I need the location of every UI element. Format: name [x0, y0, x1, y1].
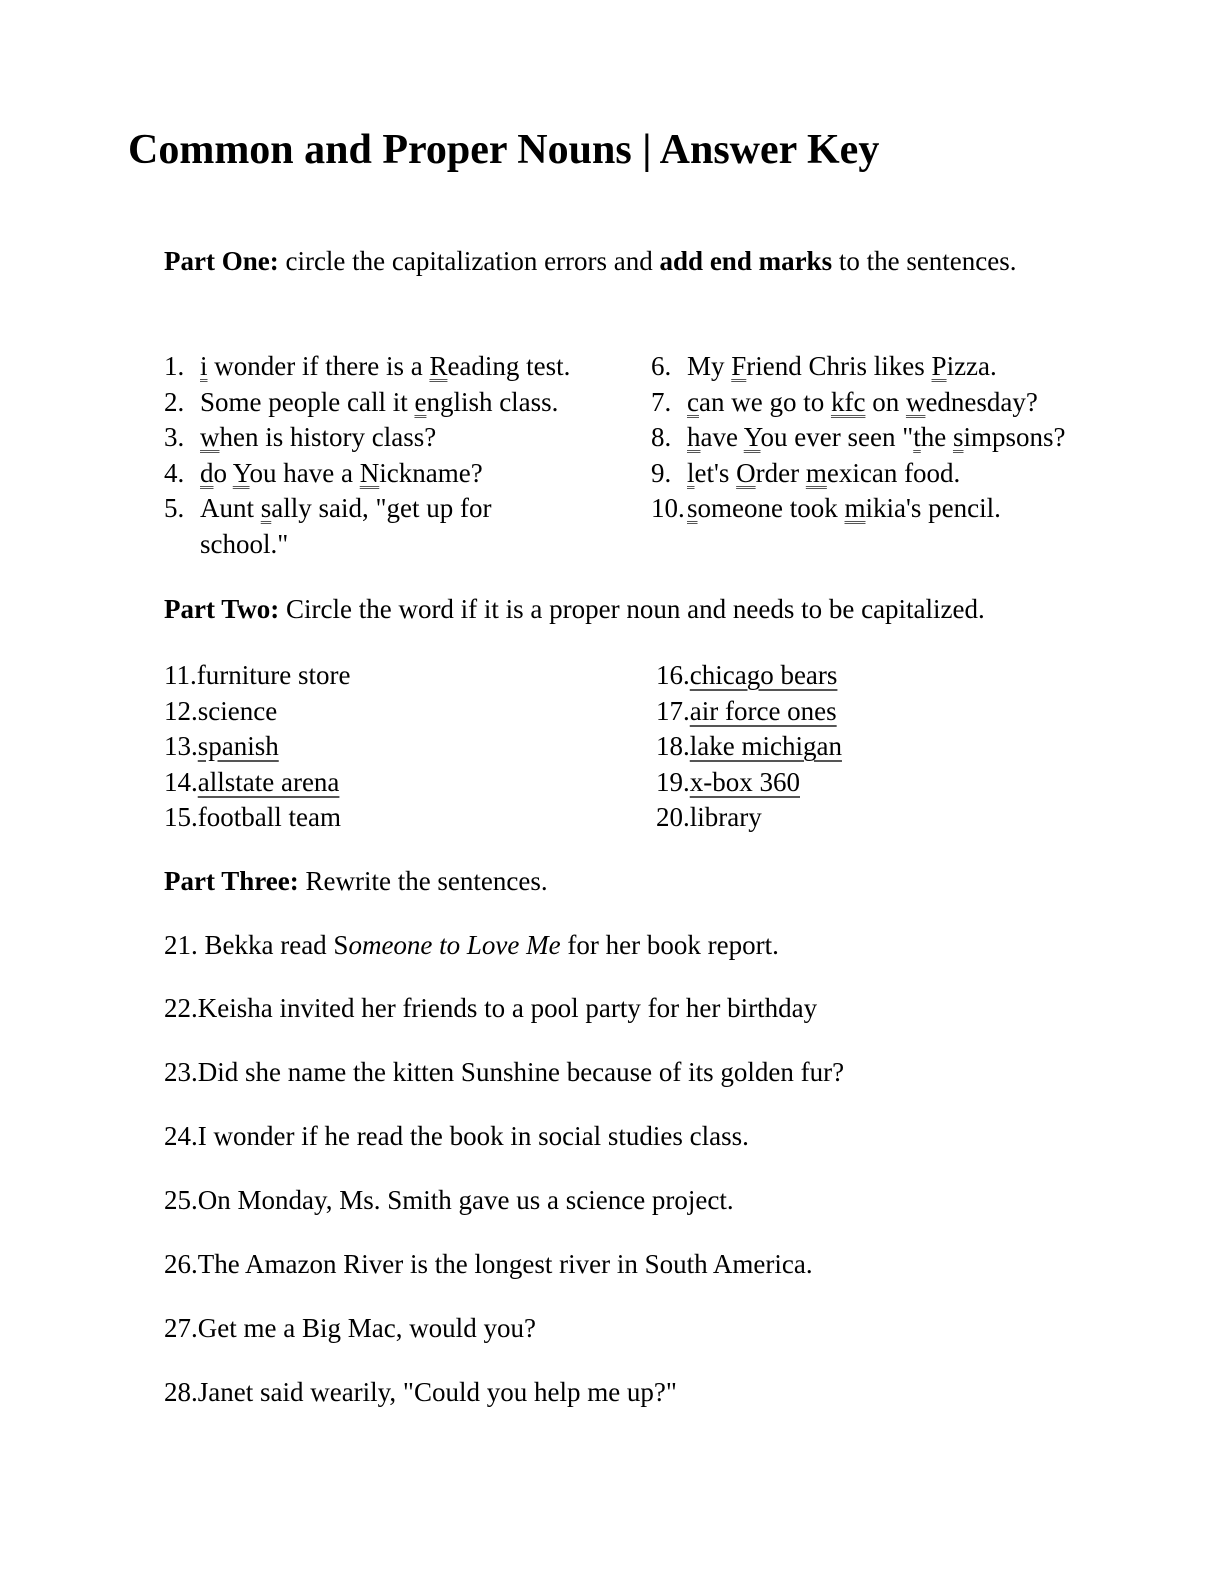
sentence: [164, 1057, 844, 1088]
part-one-instruction-bold: add end marks: [659, 246, 833, 276]
sentence-text: On Monday, Ms. Smith gave us a science project.: [197, 1185, 734, 1215]
list-item: [651, 349, 1121, 385]
sentence-number: 27.: [164, 1313, 198, 1343]
part-one-label: Part One:: [164, 246, 279, 276]
list-item: [656, 658, 1076, 694]
list-item: [164, 800, 584, 836]
item-number: 6.: [651, 351, 672, 381]
list-item: [656, 800, 1076, 836]
sentence: [164, 1121, 749, 1152]
text-segment: impsons?: [963, 422, 1066, 453]
sentence: [164, 1249, 813, 1280]
book-title: omeone to Love Me: [348, 930, 561, 960]
underlined-error: Y: [743, 422, 761, 453]
part-one-list-left: [164, 349, 594, 563]
proper-noun-marked: allstate arena: [197, 766, 340, 797]
text-segment: on: [865, 386, 906, 417]
item-text: [164, 491, 510, 562]
noun-text: football team: [197, 802, 341, 833]
item-number: 5.: [164, 493, 185, 524]
text-segment: Aunt: [200, 493, 261, 524]
item-number: 15.: [164, 802, 198, 833]
underlined-error: s: [260, 493, 272, 524]
list-item: [651, 420, 1121, 456]
list-item: [164, 491, 594, 562]
text-segment: wonder if there is a: [207, 351, 430, 381]
text-segment: ickname?: [379, 457, 483, 488]
item-number: 8.: [651, 422, 672, 453]
proper-noun-marked: x-box 360: [689, 766, 800, 797]
text-segment: an we go to: [698, 386, 831, 417]
list-item: [164, 349, 594, 385]
list-item: [164, 694, 584, 730]
underlined-error: l: [687, 457, 695, 488]
underlined-error: e: [414, 386, 427, 417]
underlined-error: R: [429, 351, 448, 381]
sentence-text-start: Bekka read S: [204, 930, 349, 960]
sentence-text: Janet said wearily, "Could you help me up?": [197, 1377, 677, 1407]
item-number: 14.: [164, 766, 198, 797]
sentence-text: Get me a Big Mac, would you?: [197, 1313, 536, 1343]
text-segment: he: [920, 422, 953, 453]
item-text: [164, 420, 594, 456]
item-text: [164, 385, 594, 421]
part-one-instruction-text: circle the capitalization errors and: [278, 246, 660, 276]
sentence-number: 21.: [164, 930, 198, 960]
part-two-instruction-text: Circle the word if it is a proper noun and needs to be capitalized.: [279, 594, 985, 624]
text-segment: omeone took: [697, 493, 845, 524]
proper-noun-marked: lake michigan: [689, 731, 842, 762]
underlined-error: c: [687, 386, 699, 417]
list-item: [656, 694, 1076, 730]
underlined-error: m: [805, 457, 827, 488]
sentence-21: [164, 930, 779, 961]
sentence: [164, 1185, 734, 1216]
underlined-error: m: [844, 493, 866, 524]
sentence: [164, 1313, 536, 1344]
item-number: 11.: [164, 660, 197, 690]
text-segment: eading test.: [447, 351, 571, 381]
sentence-number: 22.: [164, 993, 198, 1023]
text-segment: ave: [700, 422, 744, 453]
item-number: 1.: [164, 351, 185, 381]
part-one-instruction-text-end: to the sentences.: [832, 246, 1017, 276]
underlined-error: i: [200, 351, 208, 381]
underlined-error: d: [200, 457, 214, 488]
sentence-number: 24.: [164, 1121, 198, 1151]
list-item: [164, 385, 594, 421]
list-item: [164, 658, 584, 694]
item-number: 13.: [164, 731, 198, 762]
list-item: [651, 385, 1121, 421]
part-one-list-right: [651, 349, 1121, 527]
item-text: [651, 349, 1121, 385]
underlined-error: s: [952, 422, 964, 453]
noun-text: library: [689, 802, 762, 833]
text-segment: nglish class.: [426, 386, 559, 417]
list-item: [651, 456, 1121, 492]
text-segment: ally said, "get up for school.": [200, 493, 492, 559]
text-segment: o: [213, 457, 233, 488]
text-segment: riend Chris likes: [746, 351, 932, 381]
sentence-text: Keisha invited her friends to a pool party for her birthday: [197, 993, 818, 1023]
item-number: 20.: [656, 802, 690, 833]
item-number: 10.: [651, 493, 685, 524]
item-number: 18.: [656, 731, 690, 762]
sentence-number: 26.: [164, 1249, 198, 1279]
sentence-text: I wonder if he read the book in social studies class.: [197, 1121, 749, 1151]
text-segment: ou ever seen ": [760, 422, 914, 453]
item-number: 7.: [651, 386, 672, 417]
item-text: [164, 349, 594, 385]
underlined-error: kfc: [830, 386, 866, 417]
text-segment: izza.: [946, 351, 997, 381]
proper-noun-marked: spanish: [197, 731, 279, 762]
list-item: [656, 765, 1076, 801]
underlined-error: w: [200, 422, 220, 453]
part-two-list-left: [164, 658, 584, 836]
part-three-instructions: [164, 866, 548, 897]
sentence-number: 28.: [164, 1377, 198, 1407]
list-item: [164, 420, 594, 456]
text-segment: Some people call it: [200, 386, 415, 417]
item-text: [651, 420, 1121, 456]
text-segment: et's: [694, 457, 737, 488]
part-two-instructions: [164, 592, 1024, 626]
item-text: [164, 456, 594, 492]
item-number: 9.: [651, 457, 672, 488]
item-number: 17.: [656, 695, 690, 726]
list-item: [164, 765, 584, 801]
page-title: Common and Proper Nouns | Answer Key: [128, 127, 880, 173]
proper-noun-marked: air force ones: [689, 695, 837, 726]
list-item: [164, 729, 584, 765]
text-segment: ikia's pencil.: [865, 493, 1001, 524]
list-item: [656, 729, 1076, 765]
underlined-error: N: [359, 457, 380, 488]
sentence: [164, 993, 817, 1024]
noun-text: furniture store: [196, 660, 351, 690]
underlined-error: Y: [232, 457, 250, 488]
underlined-error: s: [687, 493, 698, 524]
text-segment: ednesday?: [925, 386, 1038, 417]
part-two-list-right: [656, 658, 1076, 836]
proper-noun-marked: chicago bears: [689, 660, 838, 690]
text-segment: rder: [755, 457, 806, 488]
item-text: [651, 491, 1121, 527]
item-text: [651, 456, 1121, 492]
item-number: 19.: [656, 766, 690, 797]
list-item: [651, 491, 1121, 527]
noun-text: science: [197, 695, 278, 726]
text-segment: hen is history class?: [219, 422, 437, 453]
underlined-error: h: [687, 422, 701, 453]
part-two-label: Part Two:: [164, 594, 280, 624]
item-number: 12.: [164, 695, 198, 726]
sentence-number: 25.: [164, 1185, 198, 1215]
part-three-instruction-text: Rewrite the sentences.: [298, 866, 548, 896]
sentence-number: 23.: [164, 1057, 198, 1087]
text-segment: My: [687, 351, 732, 381]
list-item: [164, 456, 594, 492]
item-number: 2.: [164, 386, 185, 417]
item-number: 3.: [164, 422, 185, 453]
underlined-error: P: [931, 351, 947, 381]
sentence: [164, 1377, 677, 1408]
underlined-error: F: [731, 351, 747, 381]
item-number: 16.: [656, 660, 690, 690]
item-number: 4.: [164, 457, 185, 488]
underlined-error: t: [913, 422, 921, 453]
sentence-text: The Amazon River is the longest river in South America.: [197, 1249, 813, 1279]
part-one-instructions: [164, 244, 1024, 278]
item-text: [651, 385, 1121, 421]
sentence-text: Did she name the kitten Sunshine because of its golden fur?: [197, 1057, 845, 1087]
underlined-error: O: [736, 457, 756, 488]
text-segment: ou have a: [249, 457, 360, 488]
sentence-text-end: for her book report.: [560, 930, 779, 960]
text-segment: exican food.: [826, 457, 961, 488]
underlined-error: w: [905, 386, 926, 417]
part-three-label: Part Three:: [164, 866, 299, 896]
